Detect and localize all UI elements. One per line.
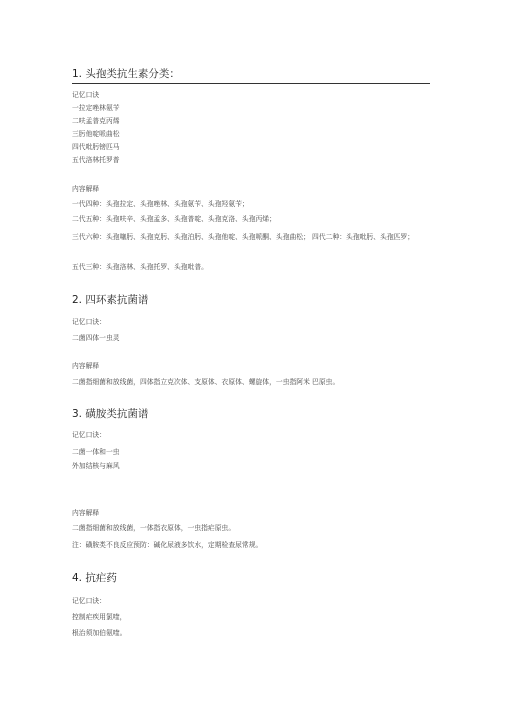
- section-2-mnemonic-label: 记忆口诀：: [72, 318, 106, 326]
- section-3-mnemonic-line: 外加结核与麻风: [72, 462, 120, 470]
- section-3-mnemonic-line: 二菌一体和一虫: [72, 448, 120, 456]
- section-1-heading: 1. 头孢类抗生素分类：: [72, 68, 180, 80]
- section-2-explain-label: 内容解释: [72, 362, 100, 370]
- section-3-explain-line: 二菌指细菌和放线菌，一体指衣原体，一虫指疟原虫。: [72, 524, 236, 532]
- section-1-explain-line: 一代四种：头孢拉定、头孢唑林、头孢氨苄、头孢羟氨苄；: [72, 200, 249, 208]
- section-1-mnemonic-label: 记忆口诀: [72, 91, 100, 99]
- section-4-mnemonic-line: 根治须加伯氨喹。: [72, 629, 127, 637]
- section-1-mnemonic-line: 二呋孟普克丙烯: [72, 117, 120, 125]
- section-3-heading: 3. 磺胺类抗菌谱: [72, 408, 149, 420]
- section-1-explain-line: 三代六种：头孢噻肟、头孢克肟、头孢泊肟、头孢他啶、头孢哌酮、头孢曲松； 四代二种：头孢吡肟、头孢匹罗；: [72, 233, 415, 241]
- section-4-heading: 4. 抗疟药: [72, 572, 117, 584]
- section-2-explain-line: 二菌指细菌和放线菌，四体指立克次体、支原体、衣原体、螺旋体，一虫指阿米 巴原虫。: [72, 378, 340, 386]
- section-2-mnemonic-line: 二菌四体一虫灵: [72, 334, 120, 342]
- section-1-mnemonic-line: 五代洛林托罗普: [72, 156, 120, 164]
- section-3-mnemonic-label: 记忆口诀：: [72, 431, 106, 439]
- section-1-explain-label: 内容解释: [72, 185, 100, 193]
- section-1-mnemonic-line: 四代吡肟镑匹马: [72, 143, 120, 151]
- section-1-explain-line: 二代五种：头孢呋辛、头孢孟多、头孢普啶、头孢克洛、头孢丙烯；: [72, 215, 276, 223]
- section-2-heading: 2. 四环素抗菌谱: [72, 294, 149, 306]
- section-1-mnemonic-line: 三肟他啶哌曲松: [72, 130, 120, 138]
- section-1-divider: [72, 83, 430, 84]
- section-4-mnemonic-label: 记忆口诀：: [72, 597, 106, 605]
- section-4-mnemonic-line: 控制疟疾用氯喹，: [72, 613, 127, 621]
- section-3-explain-line: 注：磺胺类不良反应预防：碱化尿液多饮水，定期检查尿常规。: [72, 541, 263, 549]
- section-1-mnemonic-line: 一拉定唑林氨苄: [72, 104, 120, 112]
- section-3-explain-label: 内容解释: [72, 509, 100, 517]
- section-1-explain-line: 五代三种：头孢洛林、头孢托罗、头孢吡普。: [72, 263, 208, 271]
